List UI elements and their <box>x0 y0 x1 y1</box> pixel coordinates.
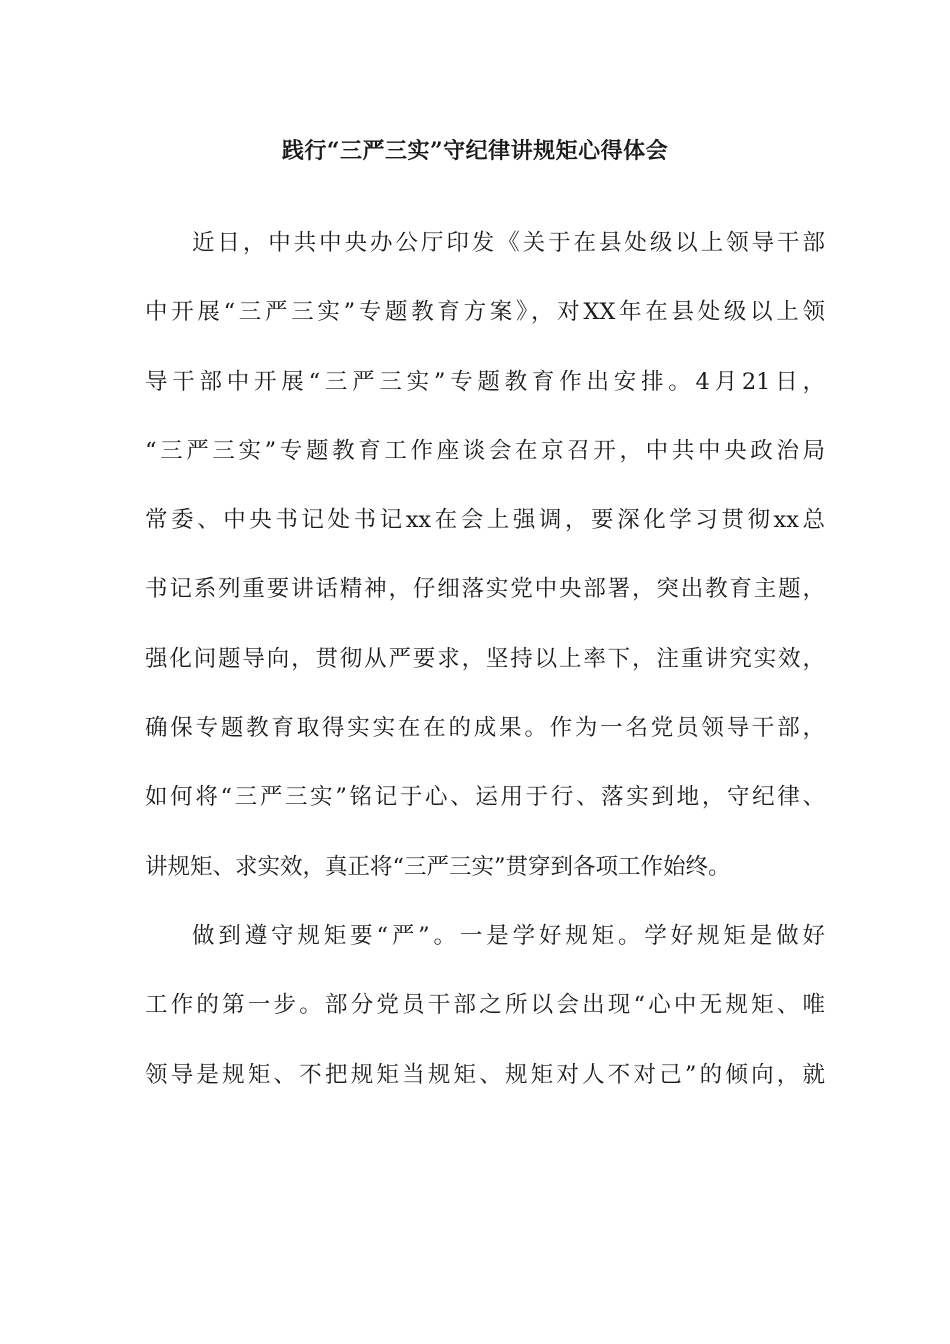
text-line: 讲规矩、求实效，真正将“三严三实”贯穿到各项工作始终。 <box>145 853 731 880</box>
text-line: 导干部中开展“三严三实”专题教育作出安排。4月21日， <box>145 368 825 395</box>
text-line: 领导是规矩、不把规矩当规矩、规矩对人不对己”的倾向，就 <box>145 1061 825 1088</box>
text-line: 强化问题导向，贯彻从严要求，坚持以上率下，注重讲究实效， <box>145 645 825 672</box>
text-line: “三严三实”专题教育工作座谈会在京召开，中共中央政治局 <box>145 437 825 464</box>
text-line: 常委、中央书记处书记xx在会上强调，要深化学习贯彻xx总 <box>145 507 825 534</box>
text-line: 做到遵守规矩要“严”。一是学好规矩。学好规矩是做好 <box>192 922 825 949</box>
document-title: 践行“三严三实”守纪律讲规矩心得体会 <box>281 138 669 164</box>
text-line: 如何将“三严三实”铭记于心、运用于行、落实到地，守纪律、 <box>145 784 825 811</box>
text-line: 确保专题教育取得实实在在的成果。作为一名党员领导干部， <box>145 715 825 742</box>
text-line: 工作的第一步。部分党员干部之所以会出现“心中无规矩、唯 <box>145 992 825 1019</box>
text-line: 中开展“三严三实”专题教育方案》，对XX年在县处级以上领 <box>145 299 825 326</box>
text-line: 书记系列重要讲话精神，仔细落实党中央部署，突出教育主题， <box>145 576 825 603</box>
paragraph-2 <box>145 921 825 1129</box>
document-body <box>145 228 825 1129</box>
paragraph-1 <box>145 228 825 921</box>
text-line: 近日，中共中央办公厅印发《关于在县处级以上领导干部 <box>192 230 825 256</box>
